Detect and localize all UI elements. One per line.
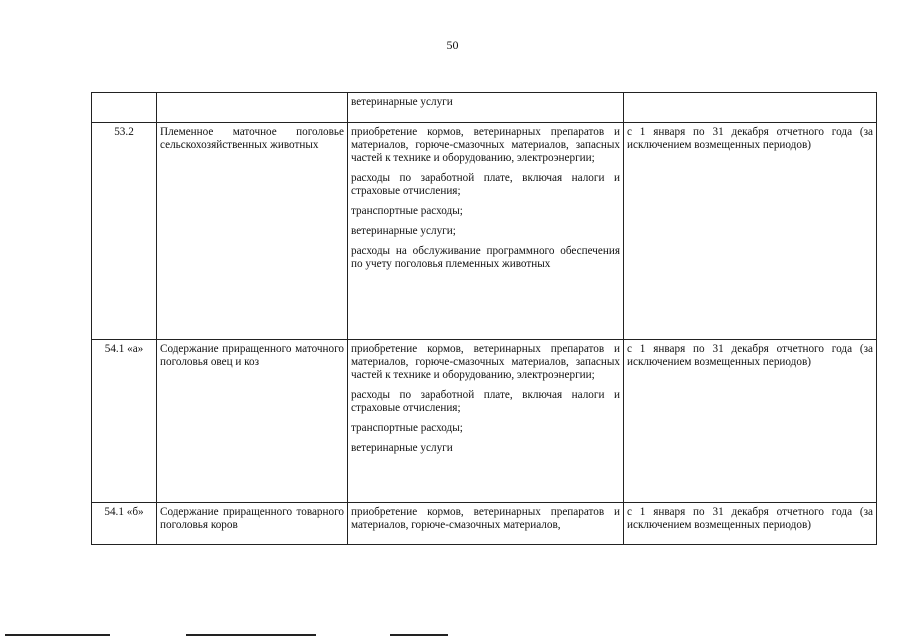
table-row (92, 340, 877, 503)
expense-item: ветеринарные услуги (351, 96, 453, 108)
row-period: с 1 января по 31 декабря отчетного года (за исключением возмещенных периодов) (624, 340, 877, 503)
row-period (624, 93, 877, 123)
expense-item: приобретение кормов, ветеринарных препаратов и материалов, горюче-смазочных материалов, (351, 506, 620, 531)
table-row (92, 503, 877, 545)
page-number: 50 (446, 38, 459, 52)
row-number: 54.1 «б» (92, 503, 157, 545)
expense-item: транспортные расходы; (351, 205, 463, 217)
expense-item: ветеринарные услуги (351, 442, 453, 454)
expense-item: ветеринарные услуги; (351, 225, 456, 237)
row-name: Племенное маточное поголовье сельскохозяйственных животных (157, 123, 348, 340)
table-row (92, 123, 877, 340)
row-number: 53.2 (92, 123, 157, 340)
scan-edge-marks (0, 634, 905, 640)
row-expenses (348, 503, 624, 545)
expense-item: расходы по заработной плате, включая налоги и страховые отчисления; (351, 172, 620, 197)
scan-mark-right (390, 634, 448, 636)
expense-item: расходы на обслуживание программного обеспечения по учету поголовья племенных животных (351, 245, 620, 270)
row-expenses (348, 93, 624, 123)
expense-item: приобретение кормов, ветеринарных препаратов и материалов, горюче-смазочных материалов, запасных частей к технике и оборудованию, электроэнергии; (351, 126, 620, 164)
expense-item: транспортные расходы; (351, 422, 463, 434)
row-name: Содержание приращенного маточного поголовья овец и коз (157, 340, 348, 503)
table-row (92, 93, 877, 123)
row-number (92, 93, 157, 123)
row-expenses (348, 340, 624, 503)
row-expenses (348, 123, 624, 340)
row-name: Содержание приращенного товарного поголовья коров (157, 503, 348, 545)
expense-item: расходы по заработной плате, включая налоги и страховые отчисления; (351, 389, 620, 414)
row-period: с 1 января по 31 декабря отчетного года (за исключением возмещенных периодов) (624, 123, 877, 340)
scan-mark-left (5, 634, 110, 636)
scan-mark-center (186, 634, 316, 636)
expense-item: приобретение кормов, ветеринарных препаратов и материалов, горюче-смазочных материалов, запасных частей к технике и оборудованию, электроэнергии; (351, 343, 620, 381)
expenses-table (91, 92, 877, 545)
row-name (157, 93, 348, 123)
row-number: 54.1 «а» (92, 340, 157, 503)
row-period: с 1 января по 31 декабря отчетного года (за исключением возмещенных периодов) (624, 503, 877, 545)
